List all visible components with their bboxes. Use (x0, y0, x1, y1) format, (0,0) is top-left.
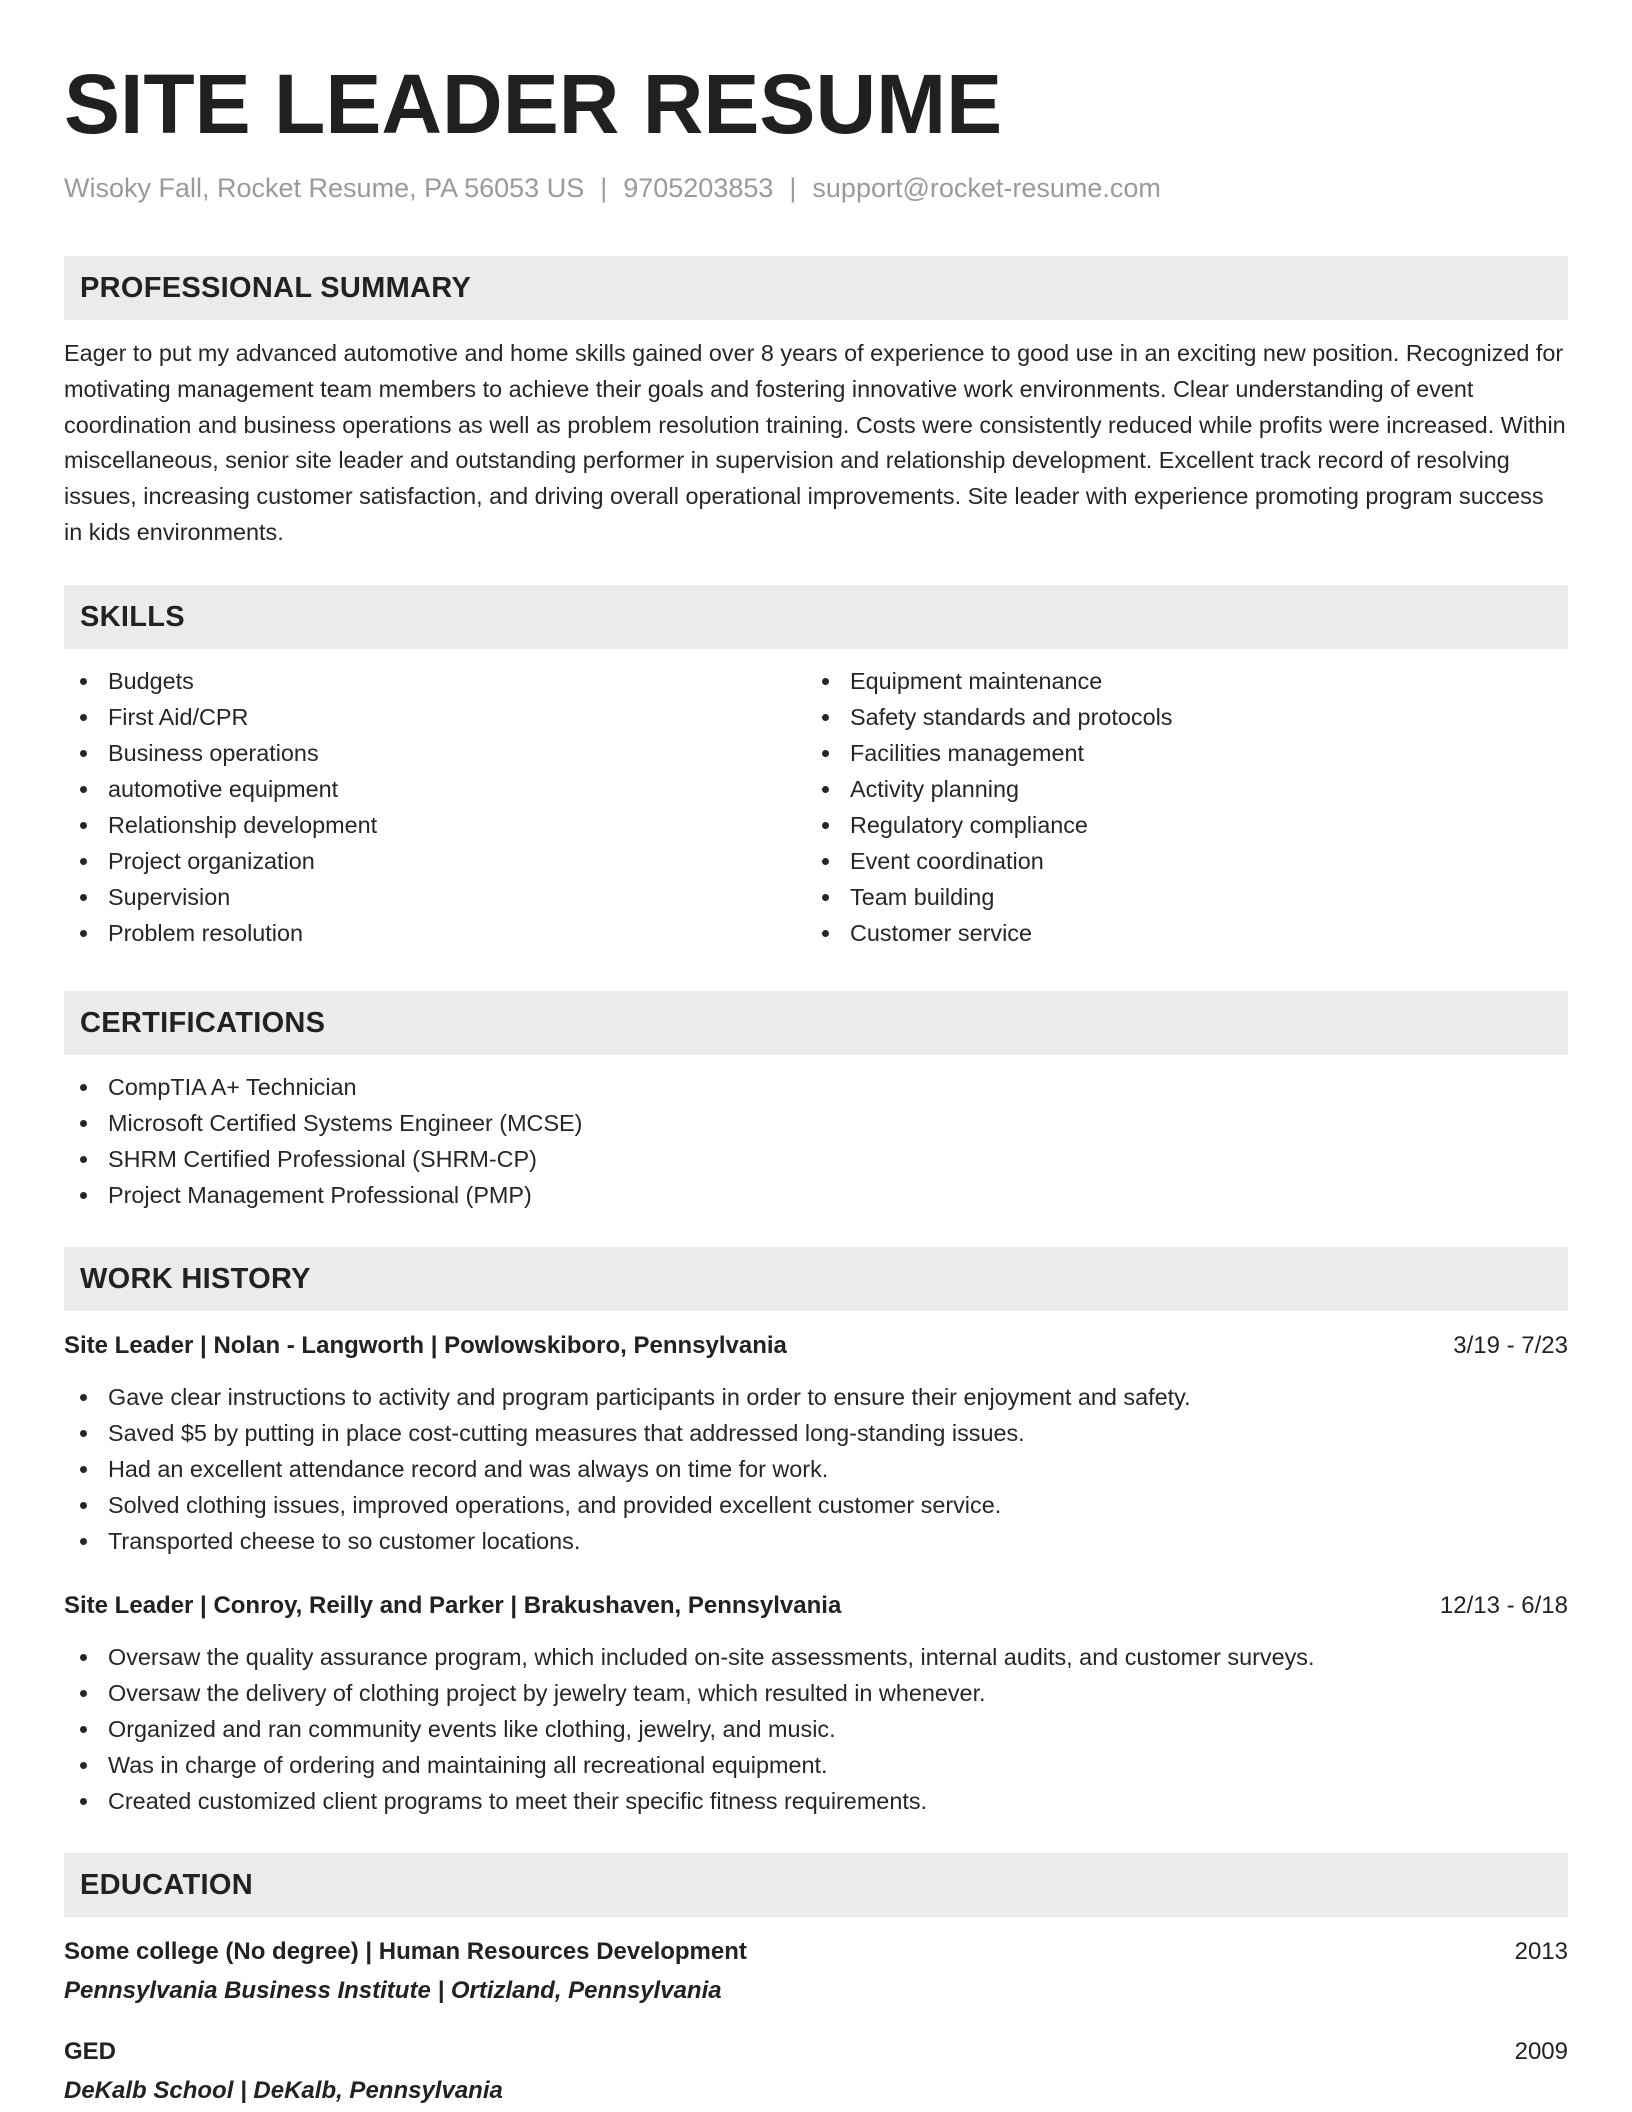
certification-item: CompTIA A+ Technician (64, 1069, 1568, 1105)
education-degree: Some college (No degree) | Human Resources Development (64, 1937, 747, 1965)
skill-item: Customer service (806, 915, 1548, 951)
education-entry (64, 2035, 1568, 2109)
job-dates: 12/13 - 6/18 (1439, 1591, 1568, 1619)
summary-text: Eager to put my advanced automotive and home skills gained over 8 years of experience to good use in an exciting new position. Recognized for motivating management team members to achieve their goals and fostering innovative work environments. Clear understanding of event coordination and business operations as well as problem resolution training. Costs were consistently reduced while profits were increased. Within miscellaneous, senior site leader and outstanding performer in supervision and relationship development. Excellent track record of resolving issues, increasing customer satisfaction, and driving overall operational improvements. Site leader with experience promoting program success in kids environments. (64, 340, 1566, 545)
summary-section-header: PROFESSIONAL SUMMARY (64, 256, 1568, 320)
job-bullet: Oversaw the quality assurance program, which included on-site assessments, internal audits, and customer surveys. (64, 1639, 1568, 1675)
skill-item: Equipment maintenance (806, 663, 1548, 699)
contact-email: support@rocket-resume.com (812, 173, 1161, 203)
contact-line (64, 170, 1568, 206)
education-entry (64, 1935, 1568, 2009)
job-bullet: Oversaw the delivery of clothing project by jewelry team, which resulted in whenever. (64, 1675, 1568, 1711)
certification-item: Project Management Professional (PMP) (64, 1177, 1568, 1213)
education-year: 2009 (1514, 2037, 1568, 2065)
skills-right-list (806, 663, 1548, 951)
skills-left-list (64, 663, 806, 951)
skill-item: automotive equipment (64, 771, 806, 807)
skill-item: First Aid/CPR (64, 699, 806, 735)
certification-item: SHRM Certified Professional (SHRM-CP) (64, 1141, 1568, 1177)
contact-phone: 9705203853 (623, 173, 774, 203)
skill-item: Business operations (64, 735, 806, 771)
job-bullet: Gave clear instructions to activity and program participants in order to ensure their enjoyment and safety. (64, 1379, 1568, 1415)
education-row (64, 2035, 1568, 2069)
skill-item: Problem resolution (64, 915, 806, 951)
work-history-section-header: WORK HISTORY (64, 1247, 1568, 1311)
job-title-row (64, 1589, 1568, 1623)
education-row (64, 1935, 1568, 1969)
education-year: 2013 (1514, 1937, 1568, 1965)
job-bullet: Had an excellent attendance record and was always on time for work. (64, 1451, 1568, 1487)
skill-item: Project organization (64, 843, 806, 879)
job-title: Site Leader | Conroy, Reilly and Parker | Brakushaven, Pennsylvania (64, 1591, 842, 1619)
skill-item: Safety standards and protocols (806, 699, 1548, 735)
job-title-row (64, 1329, 1568, 1363)
certification-item: Microsoft Certified Systems Engineer (MCSE) (64, 1105, 1568, 1141)
job-bullets (64, 1379, 1568, 1559)
education-section-header: EDUCATION (64, 1853, 1568, 1917)
job-bullet: Was in charge of ordering and maintaining all recreational equipment. (64, 1747, 1568, 1783)
skill-item: Event coordination (806, 843, 1548, 879)
skill-item: Regulatory compliance (806, 807, 1548, 843)
contact-separator: | (600, 173, 608, 203)
job-title: Site Leader | Nolan - Langworth | Powlowskiboro, Pennsylvania (64, 1331, 787, 1359)
skills-columns (64, 663, 1568, 951)
education-school: DeKalb School | DeKalb, Pennsylvania (64, 2076, 503, 2104)
contact-separator: | (789, 173, 797, 203)
job-entry (64, 1329, 1568, 1559)
education-school: Pennsylvania Business Institute | Ortizland, Pennsylvania (64, 1976, 722, 2004)
certifications-list (64, 1069, 1568, 1213)
job-bullet: Organized and ran community events like clothing, jewelry, and music. (64, 1711, 1568, 1747)
skill-item: Team building (806, 879, 1548, 915)
job-dates: 3/19 - 7/23 (1453, 1331, 1568, 1359)
skill-item: Facilities management (806, 735, 1548, 771)
job-bullet: Transported cheese to so customer locations. (64, 1523, 1568, 1559)
job-bullet: Saved $5 by putting in place cost-cutting measures that addressed long-standing issues. (64, 1415, 1568, 1451)
certifications-section-header: CERTIFICATIONS (64, 991, 1568, 1055)
resume-title: SITE LEADER RESUME (64, 57, 1003, 151)
skill-item: Budgets (64, 663, 806, 699)
job-bullets (64, 1639, 1568, 1819)
education-degree: GED (64, 2037, 117, 2065)
skill-item: Supervision (64, 879, 806, 915)
job-entry (64, 1589, 1568, 1819)
job-bullet: Solved clothing issues, improved operations, and provided excellent customer service. (64, 1487, 1568, 1523)
skill-item: Activity planning (806, 771, 1548, 807)
contact-address: Wisoky Fall, Rocket Resume, PA 56053 US (64, 173, 585, 203)
skills-section-header: SKILLS (64, 585, 1568, 649)
skill-item: Relationship development (64, 807, 806, 843)
job-bullet: Created customized client programs to meet their specific fitness requirements. (64, 1783, 1568, 1819)
